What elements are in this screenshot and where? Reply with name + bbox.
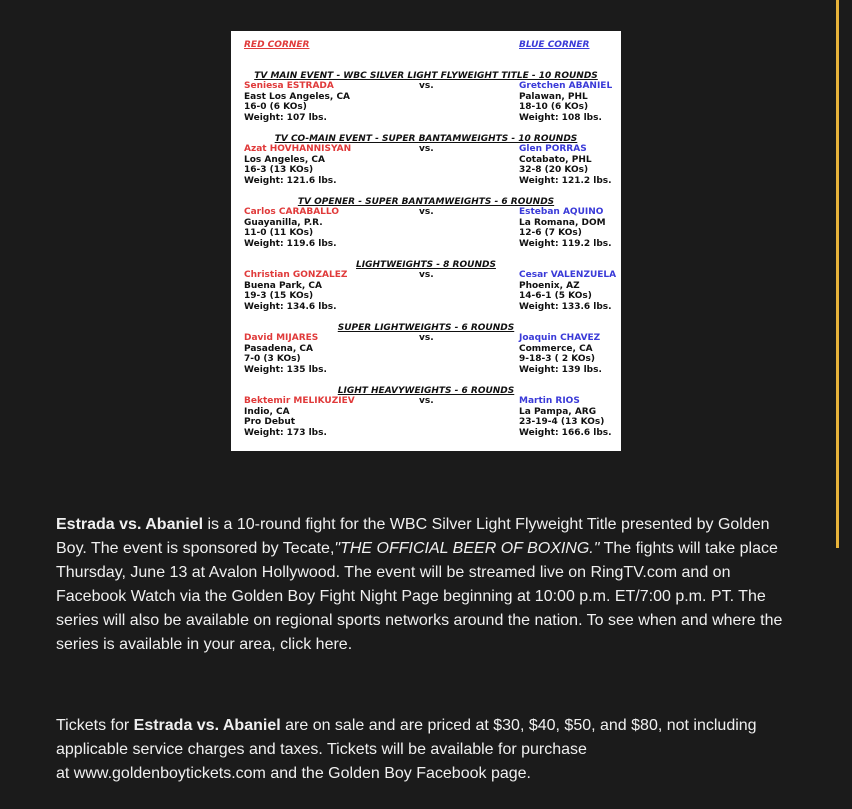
fighter-name: Azat HOVHANNISYAN	[244, 144, 352, 154]
fighter-weight: Weight: 119.2 lbs.	[519, 238, 612, 249]
fighter-weight: Weight: 107 lbs.	[244, 112, 327, 123]
blue-fighter	[519, 333, 602, 375]
blue-corner-label: BLUE CORNER	[519, 40, 590, 50]
fighter-weight: Weight: 133.6 lbs.	[519, 301, 612, 312]
fighter-record: Pro Debut	[244, 417, 296, 427]
fighter-name: Christian GONZALEZ	[244, 270, 348, 280]
vs-label: vs.	[419, 396, 434, 406]
sponsor-tagline: "THE OFFICIAL BEER OF BOXING."	[334, 540, 600, 557]
fighter-record: 32-8 (20 KOs)	[519, 165, 589, 175]
blue-fighter	[519, 396, 612, 438]
vs-label: vs.	[419, 207, 434, 217]
bout-super-lightweights	[231, 323, 621, 375]
fighter-weight: Weight: 139 lbs.	[519, 364, 602, 375]
fighter-record: 7-0 (3 KOs)	[244, 354, 301, 364]
fighter-record: 23-19-4 (13 KOs)	[519, 417, 605, 427]
vs-label: vs.	[419, 270, 434, 280]
fighter-hometown: East Los Angeles, CA	[244, 91, 351, 102]
fighter-weight: Weight: 121.2 lbs.	[519, 175, 612, 186]
fighter-record: 11-0 (11 KOs)	[244, 228, 314, 238]
fighter-name: Seniesa ESTRADA	[244, 81, 334, 91]
click-here-link[interactable]: click here	[280, 636, 348, 653]
fight-card-image	[231, 31, 621, 451]
matchup-title: Estrada vs. Abaniel	[56, 516, 204, 533]
bout-title: TV OPENER - SUPER BANTAMWEIGHTS - 6 ROUNDS	[297, 197, 555, 207]
bout-title: TV CO-MAIN EVENT - SUPER BANTAMWEIGHTS - 10 ROUNDS	[274, 134, 578, 144]
red-fighter	[244, 81, 350, 123]
blue-fighter	[519, 207, 612, 249]
fighter-record: 16-3 (13 KOs)	[244, 165, 314, 175]
bout-title: SUPER LIGHTWEIGHTS - 6 ROUNDS	[337, 323, 515, 333]
fighter-record: 19-3 (15 KOs)	[244, 291, 314, 301]
fighter-weight: Weight: 166.6 lbs.	[519, 427, 612, 438]
fighter-hometown: La Pampa, ARG	[519, 406, 597, 417]
gold-accent-rule	[836, 0, 839, 548]
fighter-name: Joaquin CHAVEZ	[519, 333, 601, 343]
bout-title: LIGHTWEIGHTS - 8 ROUNDS	[356, 260, 496, 270]
matchup-title: Estrada vs. Abaniel	[133, 717, 281, 734]
facebook-page-link[interactable]: Golden Boy Facebook page	[328, 765, 527, 782]
bout-lightweights	[231, 260, 621, 312]
blue-fighter	[519, 144, 612, 186]
fighter-hometown: Palawan, PHL	[519, 91, 588, 102]
fighter-weight: Weight: 135 lbs.	[244, 364, 327, 375]
red-fighter	[244, 396, 355, 438]
bout-main-event	[231, 71, 621, 123]
fighter-name: David MIJARES	[244, 333, 319, 343]
red-fighter	[244, 270, 347, 312]
fighter-hometown: Cotabato, PHL	[519, 154, 592, 165]
vs-label: vs.	[419, 144, 434, 154]
fighter-record: 12-6 (7 KOs)	[519, 228, 582, 238]
fighter-weight: Weight: 173 lbs.	[244, 427, 327, 438]
fighter-name: Martin RIOS	[519, 396, 580, 406]
red-fighter	[244, 333, 327, 375]
bout-title: LIGHT HEAVYWEIGHTS - 6 ROUNDS	[337, 386, 515, 396]
fighter-name: Bektemir MELIKUZIEV	[244, 396, 355, 406]
fighter-hometown: Buena Park, CA	[244, 280, 322, 291]
tickets-website-link[interactable]: www.goldenboytickets.com	[73, 765, 266, 782]
fighter-weight: Weight: 108 lbs.	[519, 112, 602, 123]
fighter-record: 14-6-1 (5 KOs)	[519, 291, 592, 301]
red-fighter	[244, 144, 351, 186]
red-corner-label: RED CORNER	[244, 40, 310, 50]
vs-label: vs.	[419, 333, 434, 343]
event-description-paragraph: Estrada vs. Abaniel is a 10-round fight for the WBC Silver Light Flyweight Title presented by Golden Boy. The event is sponsored by Tecate,"THE OFFICIAL BEER OF BOXING." The fights will take place Thursday, June 13 at Avalon Hollywood. The event will be streamed live on RingTV.com and on Facebook Watch via the Golden Boy Fight Night Page beginning at 10:00 p.m. ET/7:00 p.m. PT. The series will also be available on regional sports networks around the nation. To see when and where the series is available in your area, click here.	[56, 516, 783, 653]
vs-label: vs.	[419, 81, 434, 91]
blue-fighter	[519, 270, 616, 312]
fighter-name: Carlos CARABALLO	[244, 207, 339, 217]
fighter-name: Esteban AQUINO	[519, 207, 604, 217]
fighter-weight: Weight: 119.6 lbs.	[244, 238, 337, 249]
bout-light-heavyweights	[231, 386, 621, 438]
fighter-weight: Weight: 134.6 lbs.	[244, 301, 337, 312]
fighter-name: Glen PORRAS	[519, 144, 587, 154]
fighter-hometown: Pasadena, CA	[244, 343, 314, 354]
fighter-record: 16-0 (6 KOs)	[244, 102, 307, 112]
fighter-hometown: Commerce, CA	[519, 343, 593, 354]
bout-tv-opener	[231, 197, 621, 249]
blue-fighter	[519, 81, 612, 123]
fighter-name: Cesar VALENZUELA	[519, 270, 617, 280]
fighter-record: 9-18-3 ( 2 KOs)	[519, 354, 595, 364]
fighter-name: Gretchen ABANIEL	[519, 81, 613, 91]
red-fighter	[244, 207, 339, 249]
bout-title: TV MAIN EVENT - WBC SILVER LIGHT FLYWEIGHT TITLE - 10 ROUNDS	[254, 71, 598, 81]
fighter-hometown: Phoenix, AZ	[519, 280, 580, 291]
fighter-hometown: Guayanilla, P.R.	[244, 217, 323, 228]
fighter-weight: Weight: 121.6 lbs.	[244, 175, 337, 186]
bout-co-main-event	[231, 134, 621, 186]
fighter-hometown: La Romana, DOM	[519, 217, 606, 228]
fighter-hometown: Indio, CA	[244, 406, 290, 417]
tickets-paragraph: Tickets for Estrada vs. Abaniel are on sale and are priced at $30, $40, $50, and $80, not including applicable service charges and taxes. Tickets will be available for purchase at www.goldenboytickets.com and the Golden Boy Facebook page.	[56, 717, 757, 782]
fighter-record: 18-10 (6 KOs)	[519, 102, 589, 112]
fighter-hometown: Los Angeles, CA	[244, 154, 325, 165]
